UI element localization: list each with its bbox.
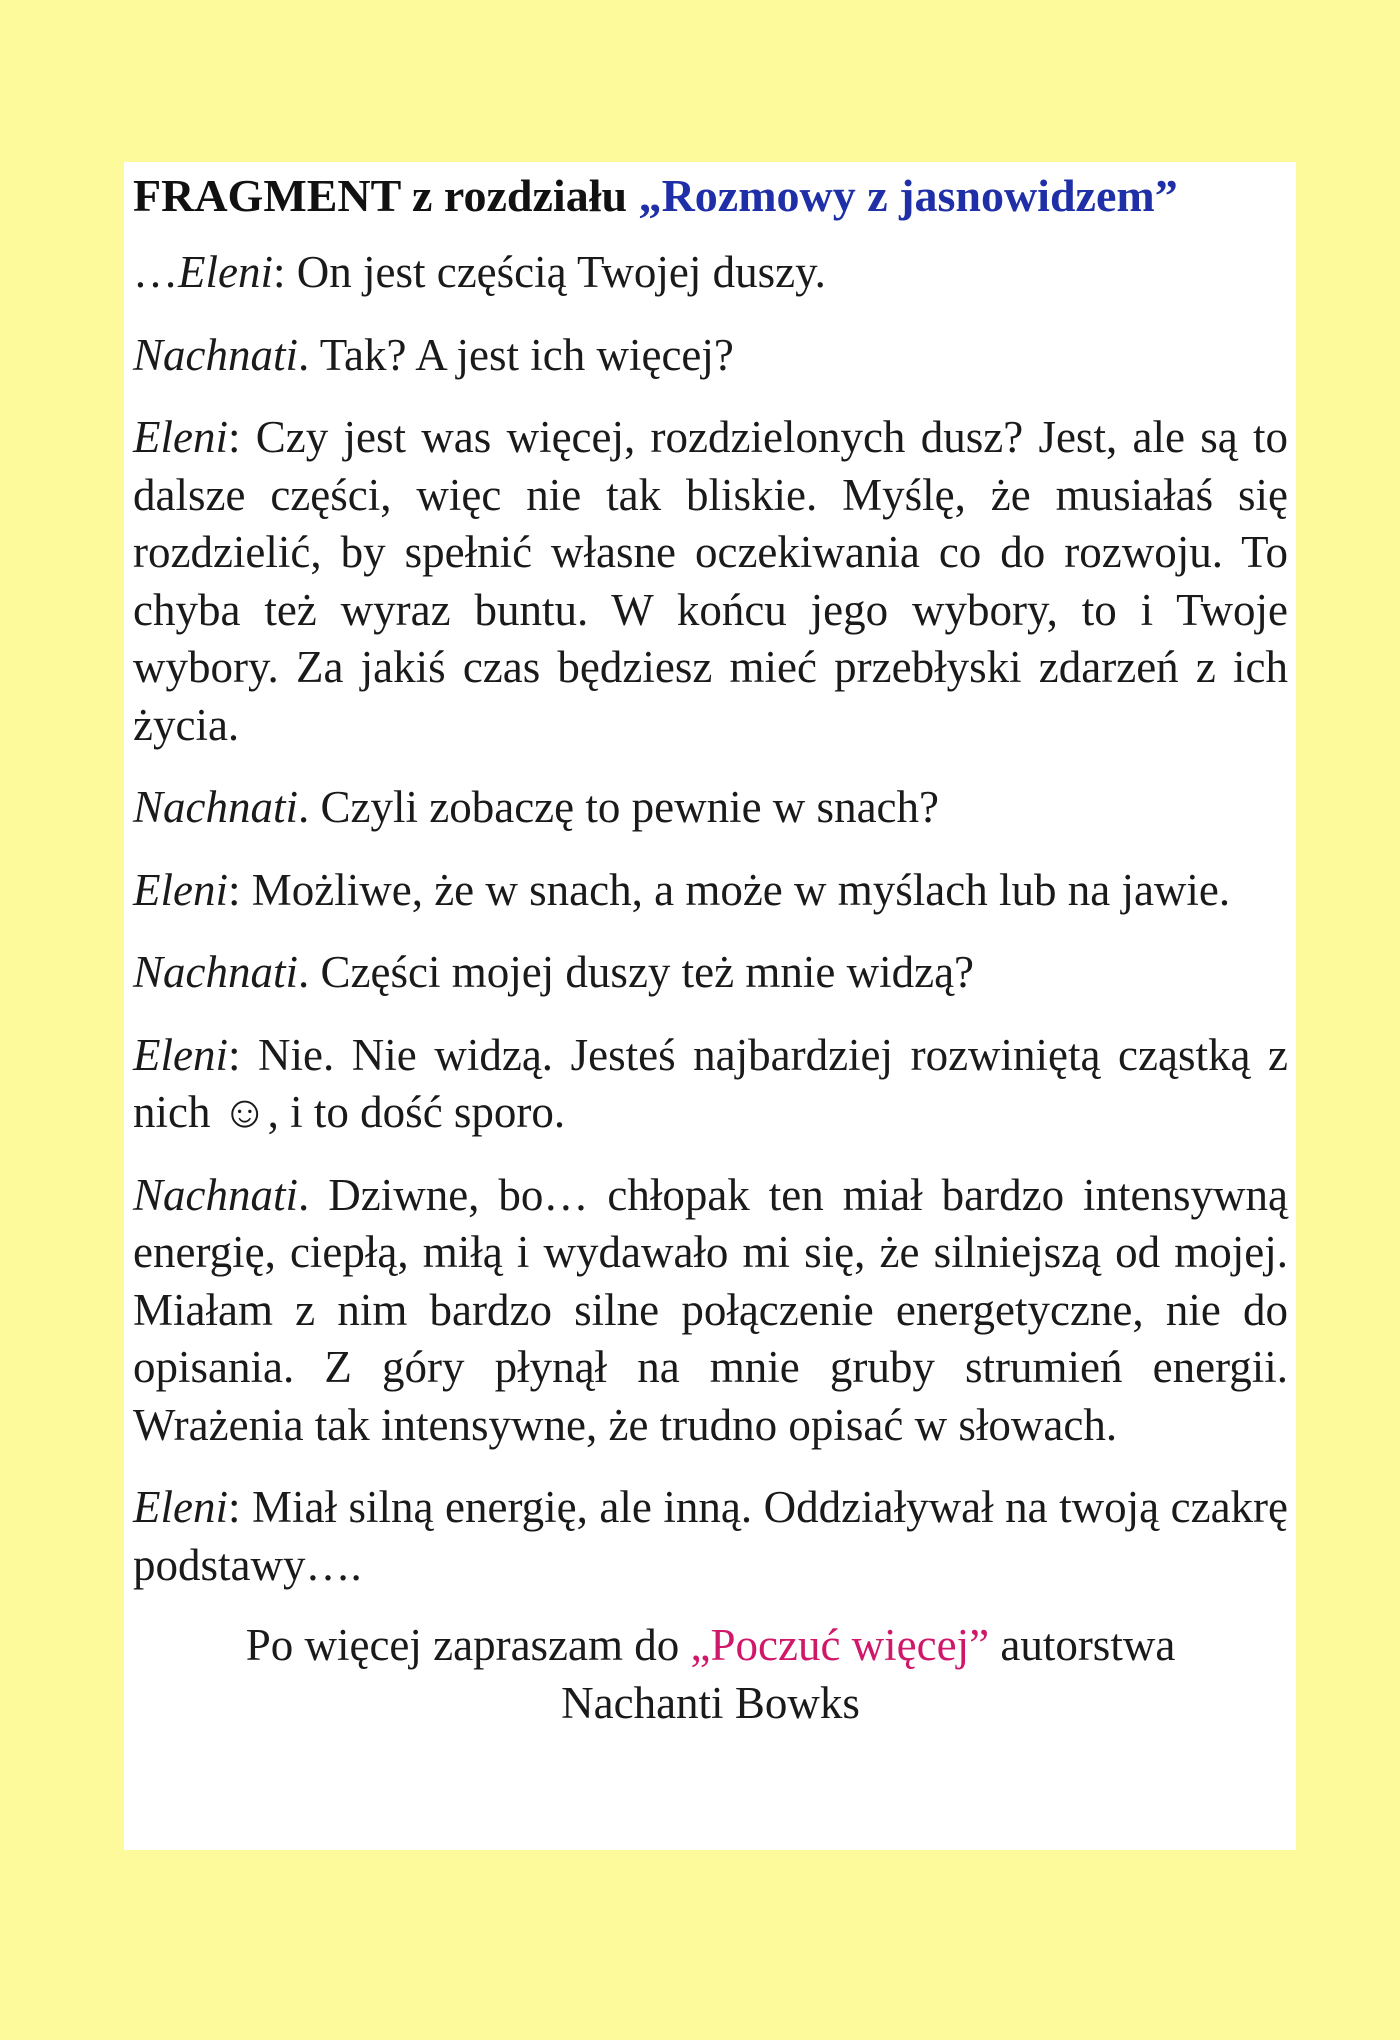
speaker-name: Eleni xyxy=(133,864,228,915)
closing-note xyxy=(133,1617,1288,1732)
speaker-name: Eleni xyxy=(178,247,273,297)
dialogue-text: Czy jest was więcej, rozdzielonych dusz? Jest, ale są to dalsze części, więc nie tak bliskie. Myślę, że musiałaś się rozdzielić, by spełnić własne oczekiwania co do rozwoju. To chyba też wyraz buntu. W końcu jego wybory, to i Twoje wybory. Za jakiś czas będziesz mieć przebłyski zdarzeń z ich życia. xyxy=(133,412,1288,750)
chapter-title: „Rozmowy z jasnowidzem” xyxy=(638,170,1178,221)
speaker-separator: : xyxy=(227,1029,259,1080)
speaker-separator: : xyxy=(227,412,256,462)
speaker-separator: : xyxy=(227,1482,253,1532)
dialogue-text: Miał silną energię, ale inną. Oddziaływał na twoją czakrę podstawy…. xyxy=(133,1482,1288,1590)
dialogue-line xyxy=(133,862,1288,920)
speaker-name: Nachnati xyxy=(133,1169,298,1220)
fragment-heading xyxy=(133,162,1288,226)
speaker-name: Nachnati xyxy=(133,329,298,380)
speaker-name: Eleni xyxy=(133,412,228,462)
dialogue-line xyxy=(133,409,1288,754)
closing-before: Po więcej zapraszam do xyxy=(245,1620,691,1670)
author-name: Nachanti Bowks xyxy=(561,1677,860,1728)
dialogue-text: Części mojej duszy też mnie widzą? xyxy=(320,947,975,997)
speaker-name: Eleni xyxy=(133,1029,228,1080)
speaker-name: Nachnati xyxy=(133,782,298,832)
dialogue-line xyxy=(133,244,1288,302)
speaker-name: Eleni xyxy=(133,1482,228,1532)
speaker-separator: . xyxy=(298,947,321,997)
dialogue-line xyxy=(133,779,1288,837)
dialogue-line xyxy=(133,1479,1288,1594)
dialogue-text: On jest częścią Twojej duszy. xyxy=(296,247,826,297)
speaker-separator: . xyxy=(298,1169,329,1220)
dialogue-line xyxy=(133,1167,1288,1455)
closing-after: autorstwa xyxy=(989,1620,1176,1670)
book-title: „Poczuć więcej” xyxy=(690,1620,990,1670)
dialogue-line xyxy=(133,944,1288,1002)
text-page xyxy=(124,162,1296,1850)
speaker-separator: : xyxy=(272,247,297,297)
speaker-separator: : xyxy=(227,864,252,915)
dialogue-line xyxy=(133,1027,1288,1142)
dialogue-text: Dziwne, bo… chłopak ten miał bardzo intensywną energię, ciepłą, miłą i wydawało mi się, że silniejszą od mojej. Miałam z nim bardzo silne połączenie energetyczne, nie do opisania. Z góry płynął na mnie gruby strumień energii. Wrażenia tak intensywne, że trudno opisać w słowach. xyxy=(133,1169,1288,1450)
dialogue-lead: … xyxy=(133,247,178,297)
speaker-separator: . xyxy=(298,782,321,832)
dialogue-text: Tak? A jest ich więcej? xyxy=(319,329,734,380)
heading-prefix: FRAGMENT z rozdziału xyxy=(133,170,639,221)
dialogue-text: Nie. Nie widzą. Jesteś najbardziej rozwiniętą cząstką z nich ☺, i to dość sporo. xyxy=(133,1029,1288,1137)
dialogue-text: Czyli zobaczę to pewnie w snach? xyxy=(320,782,939,832)
speaker-separator: . xyxy=(298,329,320,380)
speaker-name: Nachnati xyxy=(133,947,298,997)
dialogue-text: Możliwe, że w snach, a może w myślach lub na jawie. xyxy=(251,864,1231,915)
dialogue-line xyxy=(133,327,1288,385)
